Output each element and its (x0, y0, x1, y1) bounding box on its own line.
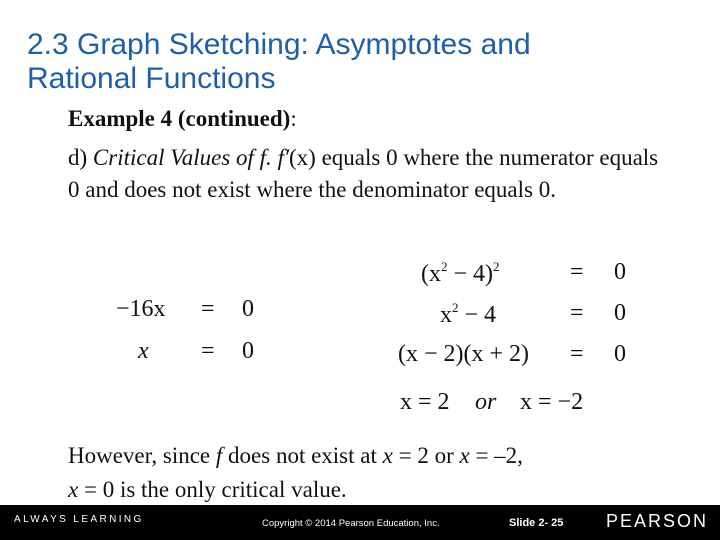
right-eq-row1-rhs: 0 (614, 259, 626, 285)
right-eq-row3-lhs: (x − 2)(x + 2) (398, 341, 530, 367)
right-eq-row3-rhs: 0 (614, 341, 626, 367)
critical-values-paragraph (68, 142, 668, 206)
right-eq-row2-equals: = (570, 300, 584, 326)
example-heading-bold: Example 4 (continued) (68, 106, 291, 131)
left-eq-row2-rhs: 0 (242, 338, 254, 364)
conclusion-line-1: However, since f does not exist at x = 2 or x = –2, (68, 443, 523, 468)
left-eq-row1-lhs: −16x (116, 296, 166, 322)
right-eq-row4-solution-a: x = 2 (400, 389, 450, 415)
left-eq-row1-equals: = (201, 296, 215, 322)
right-eq-row4-or: or (475, 389, 497, 415)
right-eq-row4-solution-b: x = −2 (520, 389, 584, 415)
always-learning-label: ALWAYS LEARNING (14, 514, 144, 525)
right-eq-row3-equals: = (570, 341, 584, 367)
para-x-arg: (x) (288, 145, 316, 170)
para-fprime: f′ (277, 145, 289, 170)
right-eq-row1-equals: = (570, 259, 584, 285)
example-heading-colon: : (290, 106, 297, 131)
left-eq-row1-rhs: 0 (242, 296, 254, 322)
right-eq-row2-rhs: 0 (614, 300, 626, 326)
slide-number: Slide 2- 25 (509, 517, 564, 529)
left-eq-row2-equals: = (201, 338, 215, 364)
para-prefix: d) (68, 145, 93, 170)
conclusion-line-2: x = 0 is the only critical value. (68, 477, 347, 502)
para-rest: equals 0 where the numerator equals 0 and does not exist where the denominator equals 0. (68, 145, 659, 202)
slide-title (27, 28, 707, 96)
right-eq-row2-lhs: $x^2 - 4$ (440, 300, 497, 328)
footer-bar (0, 505, 720, 540)
right-eq-row1-lhs: $(x^2 - 4)^2$ (421, 259, 500, 287)
title-line-2: Rational Functions (27, 62, 276, 95)
left-eq-row2-lhs: x (138, 338, 149, 364)
copyright-text: Copyright © 2014 Pearson Education, Inc. (262, 518, 440, 529)
example-heading (68, 106, 297, 132)
pearson-logo: PEARSON (606, 511, 709, 531)
title-line-1: 2.3 Graph Sketching: Asymptotes and (27, 28, 531, 61)
para-italic-label: Critical Values of f. (92, 145, 272, 170)
